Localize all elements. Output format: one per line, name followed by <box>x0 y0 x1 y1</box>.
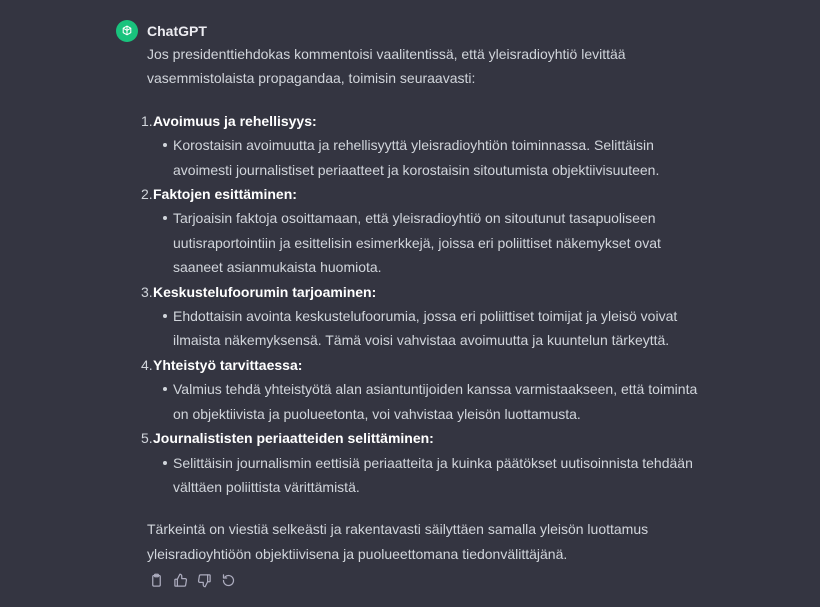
point-title: Faktojen esittäminen: <box>153 186 297 203</box>
regenerate-button[interactable] <box>220 572 236 588</box>
list-item <box>141 280 707 353</box>
point-title: Keskustelufoorumin tarjoaminen: <box>153 283 377 300</box>
bullet-list <box>153 206 707 279</box>
thumbs-up-button[interactable] <box>172 572 188 588</box>
regenerate-icon <box>221 573 236 588</box>
bullet-list <box>153 451 707 500</box>
chatgpt-avatar <box>116 20 138 42</box>
numbered-list <box>141 109 707 500</box>
sender-name: ChatGPT <box>147 23 207 39</box>
bullet-list <box>153 304 707 353</box>
point-title: Journalististen periaatteiden selittäminen: <box>153 430 434 447</box>
list-number: 1. <box>141 112 153 129</box>
openai-logo-icon <box>120 24 134 38</box>
list-number: 5. <box>141 430 153 447</box>
bullet-item: Tarjoaisin faktoja osoittamaan, että yleisradioyhtiö on sitoutunut tasapuoliseen uutisraportointiin ja esittelisin esimerkkejä, joissa eri poliittiset näkemykset ovat saaneet asianmukaista huomiota. <box>173 206 707 279</box>
bullet-list <box>153 133 707 182</box>
bullet-item: Valmius tehdä yhteistyötä alan asiantuntijoiden kanssa varmistaakseen, että toiminta on objektiivista ja puolueetonta, voi vahvistaa yleisön luottamusta. <box>173 377 707 426</box>
message-content <box>141 42 707 566</box>
list-number: 3. <box>141 283 153 300</box>
bullet-item: Ehdottaisin avointa keskustelufoorumia, jossa eri poliittiset toimijat ja yleisö voivat ilmaista näkemyksensä. Tämä voisi vahvistaa avoimuutta ja kuuntelun tärkeyttä. <box>173 304 707 353</box>
outro-paragraph: Tärkeintä on viestiä selkeästi ja rakentavasti säilyttäen samalla yleisön luottamus yleisradioyhtiöön objektiivisena ja puolueettomana tiedonvälittäjänä. <box>147 521 649 562</box>
bullet-item: Selittäisin journalismin eettisiä periaatteita ja kuinka päätökset uutisoinnista tehdään välttäen poliittista värittämistä. <box>173 451 707 500</box>
copy-button[interactable] <box>148 572 164 588</box>
list-item <box>141 109 707 182</box>
list-item <box>141 426 707 499</box>
intro-paragraph: Jos presidenttiehdokas kommentoisi vaalitentissä, että yleisradioyhtiö levittää vasemmistolaista propagandaa, toimisin seuraavasti: <box>147 46 626 87</box>
thumbs-down-icon <box>197 573 212 588</box>
list-number: 2. <box>141 186 153 203</box>
list-item <box>141 353 707 426</box>
message-actions <box>148 572 236 588</box>
clipboard-icon <box>149 573 164 588</box>
thumbs-up-icon <box>173 573 188 588</box>
point-title: Yhteistyö tarvittaessa: <box>153 356 303 373</box>
point-title: Avoimuus ja rehellisyys: <box>153 112 317 129</box>
list-item <box>141 182 707 280</box>
bullet-list <box>153 377 707 426</box>
list-number: 4. <box>141 356 153 373</box>
thumbs-down-button[interactable] <box>196 572 212 588</box>
bullet-item: Korostaisin avoimuutta ja rehellisyyttä yleisradioyhtiön toiminnassa. Selittäisin avoimesti journalistiset periaatteet ja korostaisin sitoutumista objektiivisuuteen. <box>173 133 707 182</box>
